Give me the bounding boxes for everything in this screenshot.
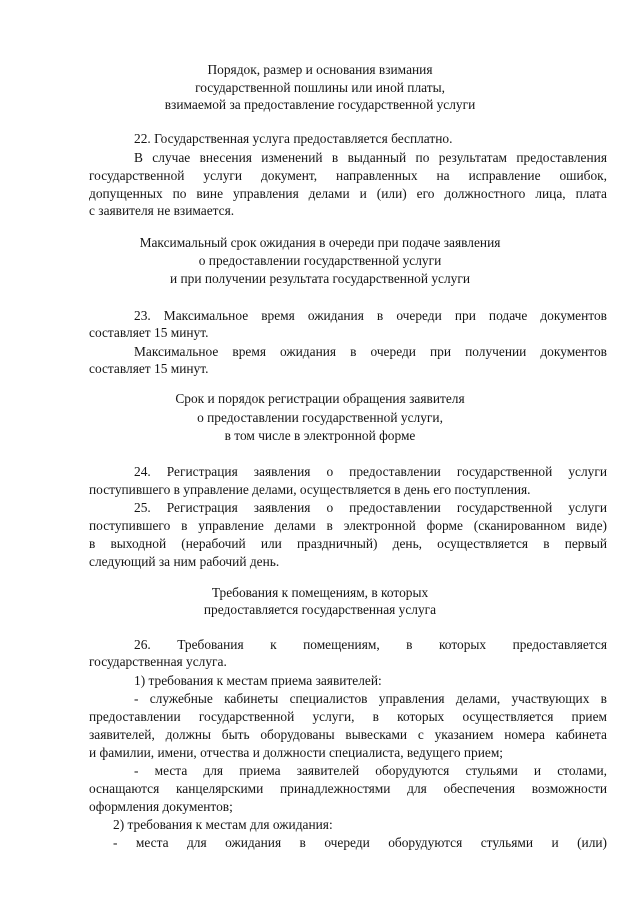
text-line: - служебные кабинеты специалистов управления делами, участвующих в bbox=[134, 691, 607, 706]
text-line: 25. Регистрация заявления о предоставлении государственной услуги bbox=[134, 500, 607, 515]
heading-line: государственной пошлины или иной платы, bbox=[195, 80, 445, 95]
text-line: и фамилии, имени, отчества и должности специалиста, ведущего прием; bbox=[89, 745, 504, 760]
text-line: оформления документов; bbox=[89, 799, 233, 814]
heading-line: Требования к помещениям, в которых bbox=[211, 585, 429, 600]
heading-line: Максимальный срок ожидания в очереди при подаче заявления bbox=[139, 235, 501, 250]
text-line: составляет 15 минут. bbox=[89, 361, 209, 376]
heading-line: о предоставлении государственной услуги, bbox=[197, 410, 443, 425]
text-line: заявителей, должны быть оборудованы вывесками с указанием номера кабинета bbox=[89, 727, 607, 742]
text-line: составляет 15 минут. bbox=[89, 325, 209, 340]
text-line: - места для приема заявителей оборудуются стульями и столами, bbox=[134, 763, 607, 778]
text-line: государственная услуга. bbox=[89, 654, 227, 669]
text-line: 24. Регистрация заявления о предоставлении государственной услуги bbox=[134, 464, 607, 479]
heading-line: о предоставлении государственной услуги bbox=[198, 253, 442, 268]
text-line: - места для ожидания в очереди оборудуются стульями и (или) bbox=[113, 835, 607, 850]
text-line: допущенных по вине управления делами и (или) его должностного лица, плата bbox=[89, 186, 607, 201]
text-line: оснащаются канцелярскими принадлежностями для обеспечения возможности bbox=[89, 781, 607, 796]
heading-line: Порядок, размер и основания взимания bbox=[207, 62, 433, 77]
text-line: 22. Государственная услуга предоставляется бесплатно. bbox=[134, 131, 453, 146]
text-line: в выходной (нерабочий или праздничный) день, осуществляется в первый bbox=[89, 536, 607, 551]
heading-line: в том числе в электронной форме bbox=[224, 428, 416, 443]
heading-line: предоставляется государственная услуга bbox=[203, 602, 437, 617]
text-line: поступившего в управление делами в электронной форме (сканированном виде) bbox=[89, 518, 607, 533]
text-line: Максимальное время ожидания в очереди при получении документов bbox=[134, 344, 607, 359]
text-line: 26. Требования к помещениям, в которых предоставляется bbox=[134, 637, 607, 652]
text-line: 23. Максимальное время ожидания в очереди при подаче документов bbox=[134, 308, 607, 323]
heading-line: Срок и порядок регистрации обращения заявителя bbox=[175, 391, 465, 406]
text-line: с заявителя не взимается. bbox=[89, 203, 235, 218]
text-line: 1) требования к местам приема заявителей: bbox=[134, 673, 382, 688]
heading-line: и при получении результата государственной услуги bbox=[169, 271, 471, 286]
text-line: В случае внесения изменений в выданный по результатам предоставления bbox=[134, 150, 607, 165]
text-line: следующий за ним рабочий день. bbox=[89, 554, 280, 569]
text-line: предоставлении государственной услуги, в которых осуществляется прием bbox=[89, 709, 607, 724]
text-line: государственной услуги документ, направленных на исправление ошибок, bbox=[89, 168, 607, 183]
heading-line: взимаемой за предоставление государственной услуги bbox=[164, 97, 476, 112]
text-line: поступившего в управление делами, осуществляется в день его поступления. bbox=[89, 482, 531, 497]
text-line: 2) требования к местам для ожидания: bbox=[113, 817, 333, 832]
